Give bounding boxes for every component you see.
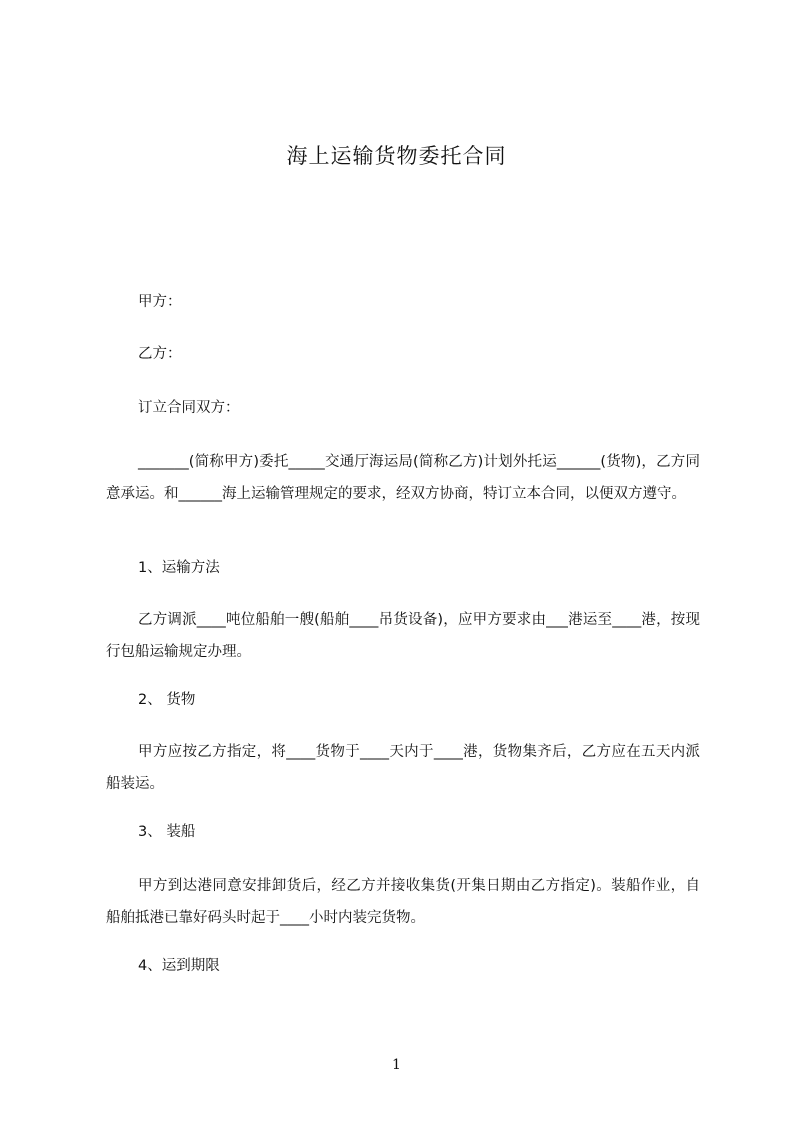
section-body-transport-method: 乙方调派____吨位船舶一艘(船舶____吊货设备)，应甲方要求由___港运至____港，按现行包船运输规定办理。 — [106, 612, 700, 660]
section-heading-delivery-period: 4、运到期限 — [138, 958, 220, 974]
intro-paragraph: _______(简称甲方)委托_____交通厅海运局(简称乙方)计划外托运______(货物)，乙方同意承运。和______海上运输管理规定的要求，经双方协商，特订立本合同，以便双方遵守。 — [106, 454, 700, 502]
party-b-label: 乙方： — [138, 346, 182, 362]
party-a-label: 甲方： — [138, 294, 182, 310]
section-body-goods: 甲方应按乙方指定，将____货物于____天内于____港，货物集齐后，乙方应在五天内派船装运。 — [106, 744, 700, 792]
section-heading-goods: 2、 货物 — [138, 692, 196, 708]
section-heading-transport-method: 1、运输方法 — [138, 560, 220, 576]
page-number: 1 — [392, 1057, 401, 1073]
section-body-loading: 甲方到达港同意安排卸货后，经乙方并接收集货(开集日期由乙方指定)。装船作业，自船舶抵港已靠好码头时起于____小时内装完货物。 — [106, 878, 700, 926]
section-heading-loading: 3、 装船 — [138, 824, 196, 840]
parties-heading: 订立合同双方： — [138, 400, 240, 416]
contract-title: 海上运输货物委托合同 — [286, 144, 507, 168]
